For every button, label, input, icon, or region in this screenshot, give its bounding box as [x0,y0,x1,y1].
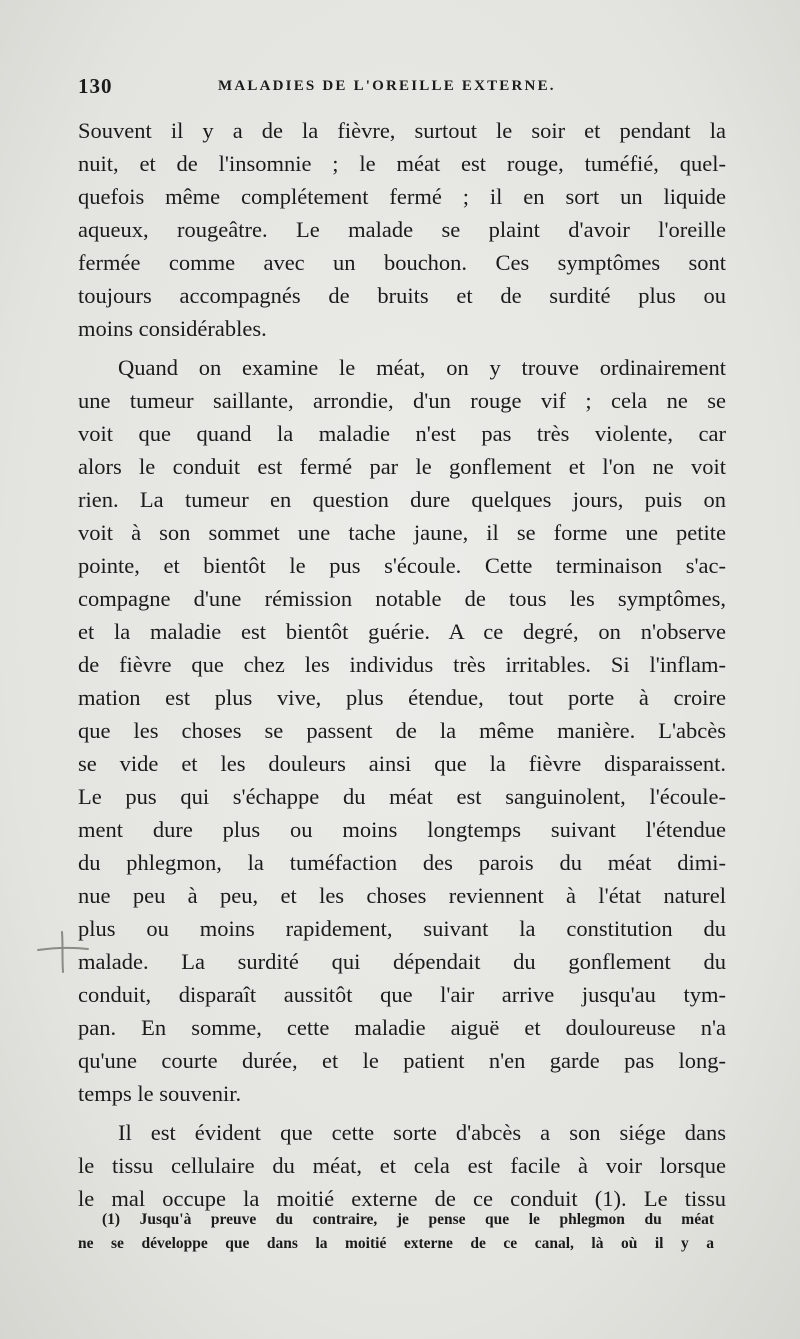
paragraph [78,351,726,1110]
text-line: le tissu cellulaire du méat, et cela est facile à voir lorsque [78,1153,726,1178]
text-line: pointe, et bientôt le pus s'écoule. Cette terminaison s'ac- [78,553,726,578]
paragraph [78,114,726,345]
footnote-line: ne se développe que dans la moitié externe de ce canal, là où il y a [78,1235,714,1252]
text-line: Souvent il y a de la fièvre, surtout le soir et pendant la [78,118,726,143]
text-line: que les choses se passent de la même manière. L'abcès [78,718,726,743]
text-line: fermée comme avec un bouchon. Ces symptômes sont [78,250,726,275]
text-line: Le pus qui s'échappe du méat est sanguinolent, l'écoule- [78,784,726,809]
handwritten-cross-mark [32,926,92,976]
text-line: ment dure plus ou moins longtemps suivant l'étendue [78,817,726,842]
running-title: MALADIES DE L'OREILLE EXTERNE. [218,78,556,94]
text-line: le mal occupe la moitié externe de ce conduit (1). Le tissu [78,1186,726,1211]
text-line: nue peu à peu, et les choses reviennent à l'état naturel [78,883,726,908]
text-line: Il est évident que cette sorte d'abcès a son siége dans [118,1120,726,1145]
text-line: moins considérables. [78,316,267,341]
running-head [78,74,718,102]
text-line: se vide et les douleurs ainsi que la fièvre disparaissent. [78,751,726,776]
text-line: une tumeur saillante, arrondie, d'un rouge vif ; cela ne se [78,388,726,413]
text-line: nuit, et de l'insomnie ; le méat est rouge, tuméfié, quel- [78,151,726,176]
text-line: mation est plus vive, plus étendue, tout porte à croire [78,685,726,710]
text-line: voit à son sommet une tache jaune, il se forme une petite [78,520,726,545]
text-line: plus ou moins rapidement, suivant la constitution du [78,916,726,941]
text-line: compagne d'une rémission notable de tous les symptômes, [78,586,726,611]
footnote-line: (1) Jusqu'à preuve du contraire, je pense que le phlegmon du méat [102,1211,714,1228]
text-line: conduit, disparaît aussitôt que l'air arrive jusqu'au tym- [78,982,726,1007]
text-line: rien. La tumeur en question dure quelques jours, puis on [78,487,726,512]
paragraph [78,1116,726,1215]
text-line: quefois même complétement fermé ; il en sort un liquide [78,184,726,209]
text-line: temps le souvenir. [78,1081,242,1106]
text-line: alors le conduit est fermé par le gonflement et l'on ne voit [78,454,726,479]
text-line: aqueux, rougeâtre. Le malade se plaint d'avoir l'oreille [78,217,726,242]
text-line: malade. La surdité qui dépendait du gonflement du [78,949,726,974]
text-line: qu'une courte durée, et le patient n'en garde pas long- [78,1048,726,1073]
text-line: et la maladie est bientôt guérie. A ce degré, on n'observe [78,619,726,644]
footnote [78,1208,714,1256]
text-line: voit que quand la maladie n'est pas très violente, car [78,421,726,446]
text-line: toujours accompagnés de bruits et de surdité plus ou [78,283,726,308]
page-number: 130 [78,74,113,98]
text-line: pan. En somme, cette maladie aiguë et douloureuse n'a [78,1015,726,1040]
text-line: de fièvre que chez les individus très irritables. Si l'inflam- [78,652,726,677]
text-line: Quand on examine le méat, on y trouve ordinairement [118,355,726,380]
text-line: du phlegmon, la tuméfaction des parois du méat dimi- [78,850,726,875]
body-text [78,114,726,1215]
